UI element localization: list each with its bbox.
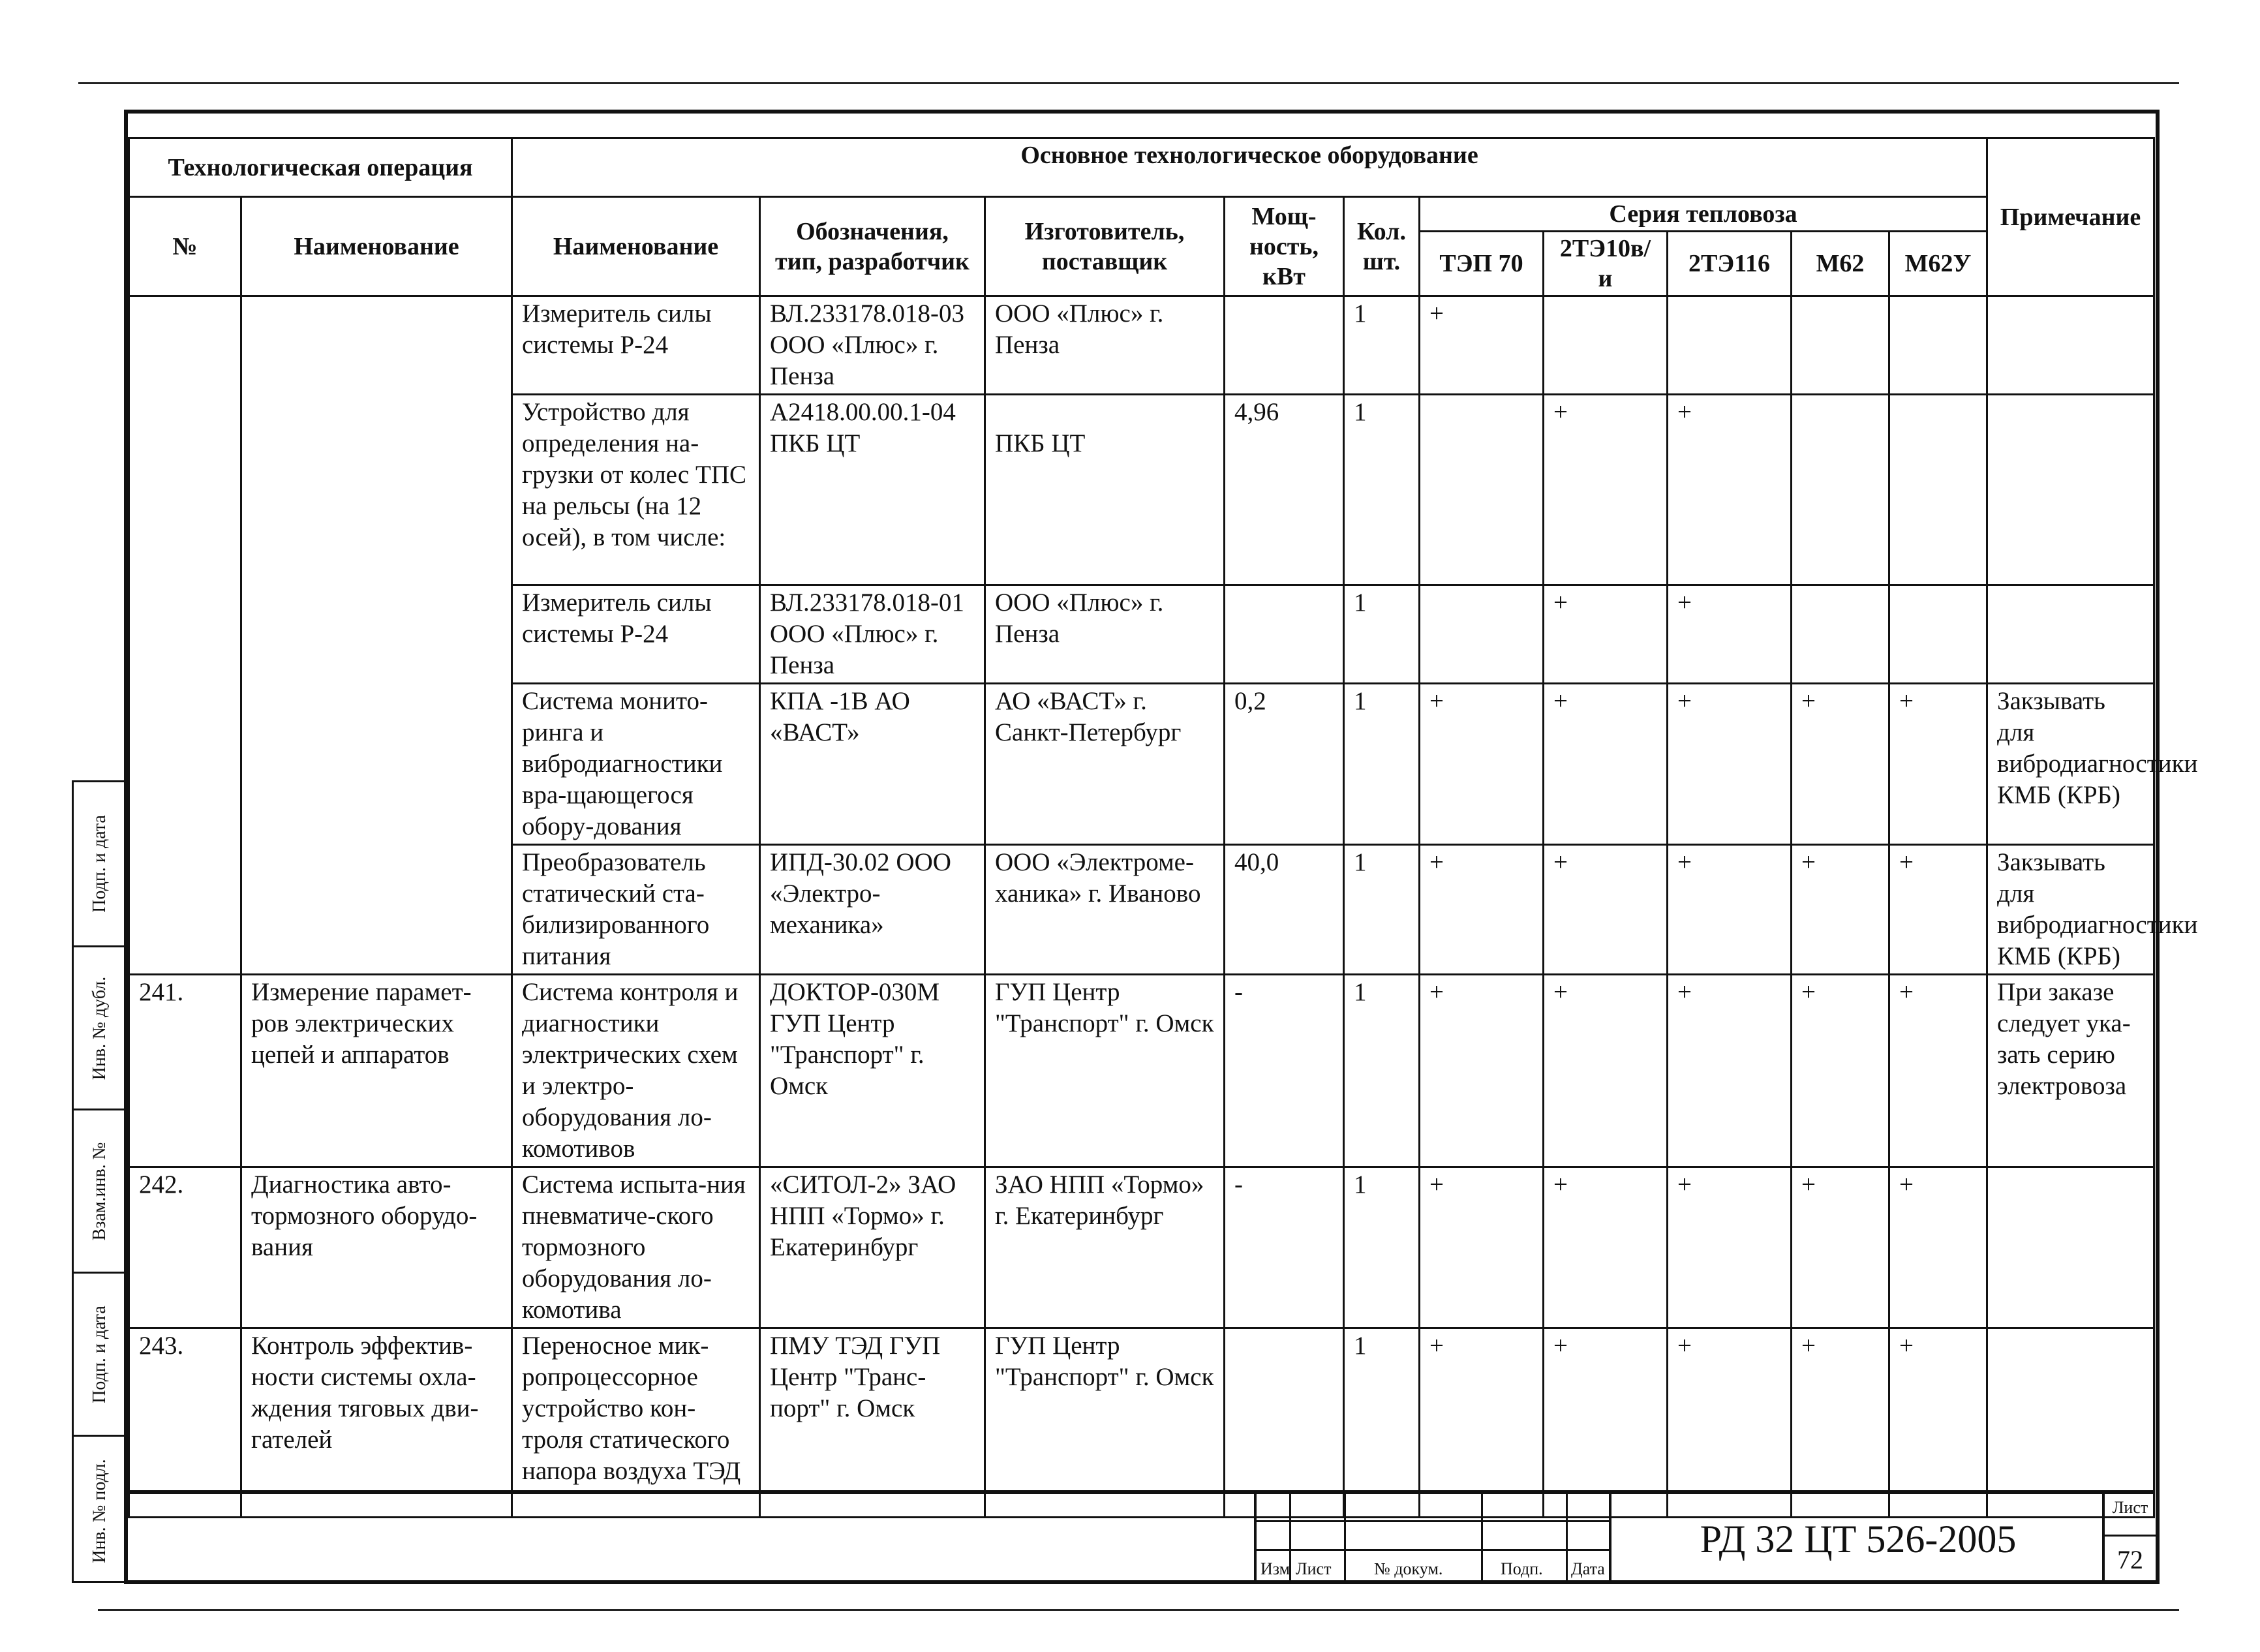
series-mark: + xyxy=(1544,845,1668,975)
title-block xyxy=(128,1490,2153,1584)
header-manufacturer: Изготовитель, поставщик xyxy=(985,197,1225,296)
equipment-name: Измеритель силы системы Р-24 xyxy=(512,585,760,684)
series-mark: + xyxy=(1544,395,1668,585)
series-mark: + xyxy=(1544,1328,1668,1518)
series-mark xyxy=(1889,585,1987,684)
note xyxy=(1987,1167,2154,1328)
series-mark: + xyxy=(1889,1167,1987,1328)
header-series-col: 2ТЭ116 xyxy=(1668,232,1792,296)
note xyxy=(1987,1328,2154,1518)
bottom-rule xyxy=(98,1609,2179,1611)
sidebar-label: Инв. № подл. xyxy=(89,1458,110,1563)
power xyxy=(1225,585,1344,684)
equipment-name: Система монито-ринга и вибродиагностики вра-щающегося обору-дования xyxy=(512,684,760,845)
series-mark: + xyxy=(1792,975,1889,1167)
series-mark xyxy=(1889,296,1987,395)
series-mark: + xyxy=(1792,845,1889,975)
sidebar-cell xyxy=(74,782,126,945)
operation-name: Измерение парамет-ров электрических цепей и аппаратов xyxy=(241,975,512,1167)
table-row xyxy=(129,1167,2154,1328)
series-mark: + xyxy=(1792,1167,1889,1328)
sheet-label: Лист xyxy=(2112,1498,2148,1517)
header-qty: Кол. шт. xyxy=(1344,197,1420,296)
designation: ИПД-30.02 ООО «Электро-механика» xyxy=(760,845,985,975)
designation: ДОКТОР-030М ГУП Центр "Транспорт" г. Омск xyxy=(760,975,985,1167)
series-mark: + xyxy=(1668,684,1792,845)
sidebar-label: Инв. № дубл. xyxy=(89,976,110,1080)
top-rule xyxy=(78,82,2179,84)
series-mark: + xyxy=(1420,1328,1544,1518)
power xyxy=(1225,1328,1344,1518)
manufacturer: ГУП Центр "Транспорт" г. Омск xyxy=(985,1328,1225,1518)
sidebar-label: Взам.инв. № xyxy=(89,1142,110,1240)
document-number: РД 32 ЦТ 526-2005 xyxy=(1609,1494,2105,1584)
equipment-name: Переносное мик-ропроцессорное устройство кон-троля статического напора воздуха ТЭД xyxy=(512,1328,760,1518)
power: - xyxy=(1225,1167,1344,1328)
manufacturer: ЗАО НПП «Тормо» г. Екатеринбург xyxy=(985,1167,1225,1328)
note xyxy=(1987,585,2154,684)
series-mark: + xyxy=(1792,684,1889,845)
manufacturer: ПКБ ЦТ xyxy=(985,395,1225,585)
manufacturer: АО «ВАСТ» г. Санкт-Петербург xyxy=(985,684,1225,845)
quantity: 1 xyxy=(1344,845,1420,975)
series-mark: + xyxy=(1420,1167,1544,1328)
manufacturer: ГУП Центр "Транспорт" г. Омск xyxy=(985,975,1225,1167)
operation-name: Контроль эффектив-ности системы охла-ждения тяговых дви-гателей xyxy=(241,1328,512,1518)
manufacturer: ООО «Плюс» г. Пенза xyxy=(985,585,1225,684)
sidebar-cell xyxy=(74,1272,126,1435)
series-mark: + xyxy=(1889,845,1987,975)
sidebar-cell xyxy=(74,945,126,1109)
row-number: 243. xyxy=(129,1328,241,1518)
manufacturer: ООО «Электроме-ханика» г. Иваново xyxy=(985,845,1225,975)
designation: А2418.00.00.1-04 ПКБ ЦТ xyxy=(760,395,985,585)
equipment-name: Устройство для определения на-грузки от колес ТПС на рельсы (на 12 осей), в том числе: xyxy=(512,395,760,585)
quantity: 1 xyxy=(1344,585,1420,684)
stamp-label: № докум. xyxy=(1374,1559,1443,1578)
sheet-number: 72 xyxy=(2105,1535,2156,1586)
note xyxy=(1987,395,2154,585)
series-mark: + xyxy=(1668,395,1792,585)
series-mark xyxy=(1668,296,1792,395)
power: 0,2 xyxy=(1225,684,1344,845)
header-op-name: Наименование xyxy=(241,197,512,296)
stamp-label: Лист xyxy=(1296,1559,1332,1578)
note xyxy=(1987,296,2154,395)
header-series-col: М62 xyxy=(1792,232,1889,296)
series-mark xyxy=(1889,395,1987,585)
header-equip-name: Наименование xyxy=(512,197,760,296)
row-number: 242. xyxy=(129,1167,241,1328)
power: 4,96 xyxy=(1225,395,1344,585)
note: Закзывать для вибродиагностики КМБ (КРБ) xyxy=(1987,684,2154,845)
power xyxy=(1225,296,1344,395)
side-stamp xyxy=(72,780,128,1583)
header-series: Серия тепловоза xyxy=(1420,197,1987,232)
quantity: 1 xyxy=(1344,975,1420,1167)
series-mark: + xyxy=(1889,1328,1987,1518)
designation: ВЛ.233178.018-01 ООО «Плюс» г. Пенза xyxy=(760,585,985,684)
series-mark: + xyxy=(1420,296,1544,395)
quantity: 1 xyxy=(1344,1328,1420,1518)
header-tech-operation: Технологическая операция xyxy=(129,138,512,197)
row-number: 241. xyxy=(129,975,241,1167)
manufacturer: ООО «Плюс» г. Пенза xyxy=(985,296,1225,395)
sidebar-label: Подп. и дата xyxy=(89,815,110,913)
series-mark: + xyxy=(1889,975,1987,1167)
table-row xyxy=(129,975,2154,1167)
note: Закзывать для вибродиагностики КМБ (КРБ) xyxy=(1987,845,2154,975)
series-mark: + xyxy=(1668,585,1792,684)
header-power: Мощ-ность, кВт xyxy=(1225,197,1344,296)
header-series-col: ТЭП 70 xyxy=(1420,232,1544,296)
series-mark: + xyxy=(1792,1328,1889,1518)
series-mark: + xyxy=(1420,975,1544,1167)
quantity: 1 xyxy=(1344,395,1420,585)
header-main-equipment: Основное технологическое оборудование xyxy=(512,138,1987,197)
header-designation: Обозначения, тип, разработчик xyxy=(760,197,985,296)
stamp-label: Подп. xyxy=(1501,1559,1543,1578)
quantity: 1 xyxy=(1344,1167,1420,1328)
series-mark: + xyxy=(1668,1167,1792,1328)
series-mark: + xyxy=(1668,1328,1792,1518)
series-mark xyxy=(1792,585,1889,684)
equipment-name: Система испыта-ния пневматиче-ского тормозного оборудования ло-комотива xyxy=(512,1167,760,1328)
revision-grid xyxy=(1254,1494,1610,1584)
equipment-table xyxy=(128,137,2198,1518)
operation-name xyxy=(241,296,512,975)
quantity: 1 xyxy=(1344,296,1420,395)
equipment-name: Преобразователь статический ста-билизированного питания xyxy=(512,845,760,975)
table-row xyxy=(129,1328,2154,1518)
stamp-label: Изм xyxy=(1260,1559,1290,1578)
designation: ПМУ ТЭД ГУП Центр "Транс-порт" г. Омск xyxy=(760,1328,985,1518)
table-row xyxy=(129,296,2154,395)
header-series-col: М62У xyxy=(1889,232,1987,296)
operation-name: Диагностика авто-тормозного оборудо-вания xyxy=(241,1167,512,1328)
equipment-name: Измеритель силы системы Р-24 xyxy=(512,296,760,395)
power: - xyxy=(1225,975,1344,1167)
designation: КПА -1В АО «ВАСТ» xyxy=(760,684,985,845)
series-mark xyxy=(1420,585,1544,684)
stamp-label: Дата xyxy=(1571,1559,1605,1578)
sheet-box xyxy=(2102,1494,2156,1584)
series-mark: + xyxy=(1668,845,1792,975)
header-series-col: 2ТЭ10в/и xyxy=(1544,232,1668,296)
power: 40,0 xyxy=(1225,845,1344,975)
series-mark: + xyxy=(1420,845,1544,975)
note: При заказе следует ука-зать серию электровоза xyxy=(1987,975,2154,1167)
designation: «СИТОЛ-2» ЗАО НПП «Тормо» г. Екатеринбург xyxy=(760,1167,985,1328)
series-mark: + xyxy=(1420,684,1544,845)
series-mark: + xyxy=(1544,1167,1668,1328)
series-mark: + xyxy=(1544,684,1668,845)
equipment-name: Система контроля и диагностики электрических схем и электро-оборудования ло-комотивов xyxy=(512,975,760,1167)
sidebar-cell xyxy=(74,1109,126,1272)
quantity: 1 xyxy=(1344,684,1420,845)
series-mark: + xyxy=(1889,684,1987,845)
series-mark: + xyxy=(1668,975,1792,1167)
designation: ВЛ.233178.018-03 ООО «Плюс» г. Пенза xyxy=(760,296,985,395)
series-mark: + xyxy=(1544,585,1668,684)
series-mark xyxy=(1544,296,1668,395)
series-mark: + xyxy=(1544,975,1668,1167)
series-mark xyxy=(1792,395,1889,585)
sidebar-cell xyxy=(74,1435,126,1585)
row-number xyxy=(129,296,241,975)
sidebar-label: Подп. и дата xyxy=(89,1305,110,1403)
series-mark xyxy=(1420,395,1544,585)
header-no: № xyxy=(129,197,241,296)
series-mark xyxy=(1792,296,1889,395)
header-note: Примечание xyxy=(1987,138,2154,296)
